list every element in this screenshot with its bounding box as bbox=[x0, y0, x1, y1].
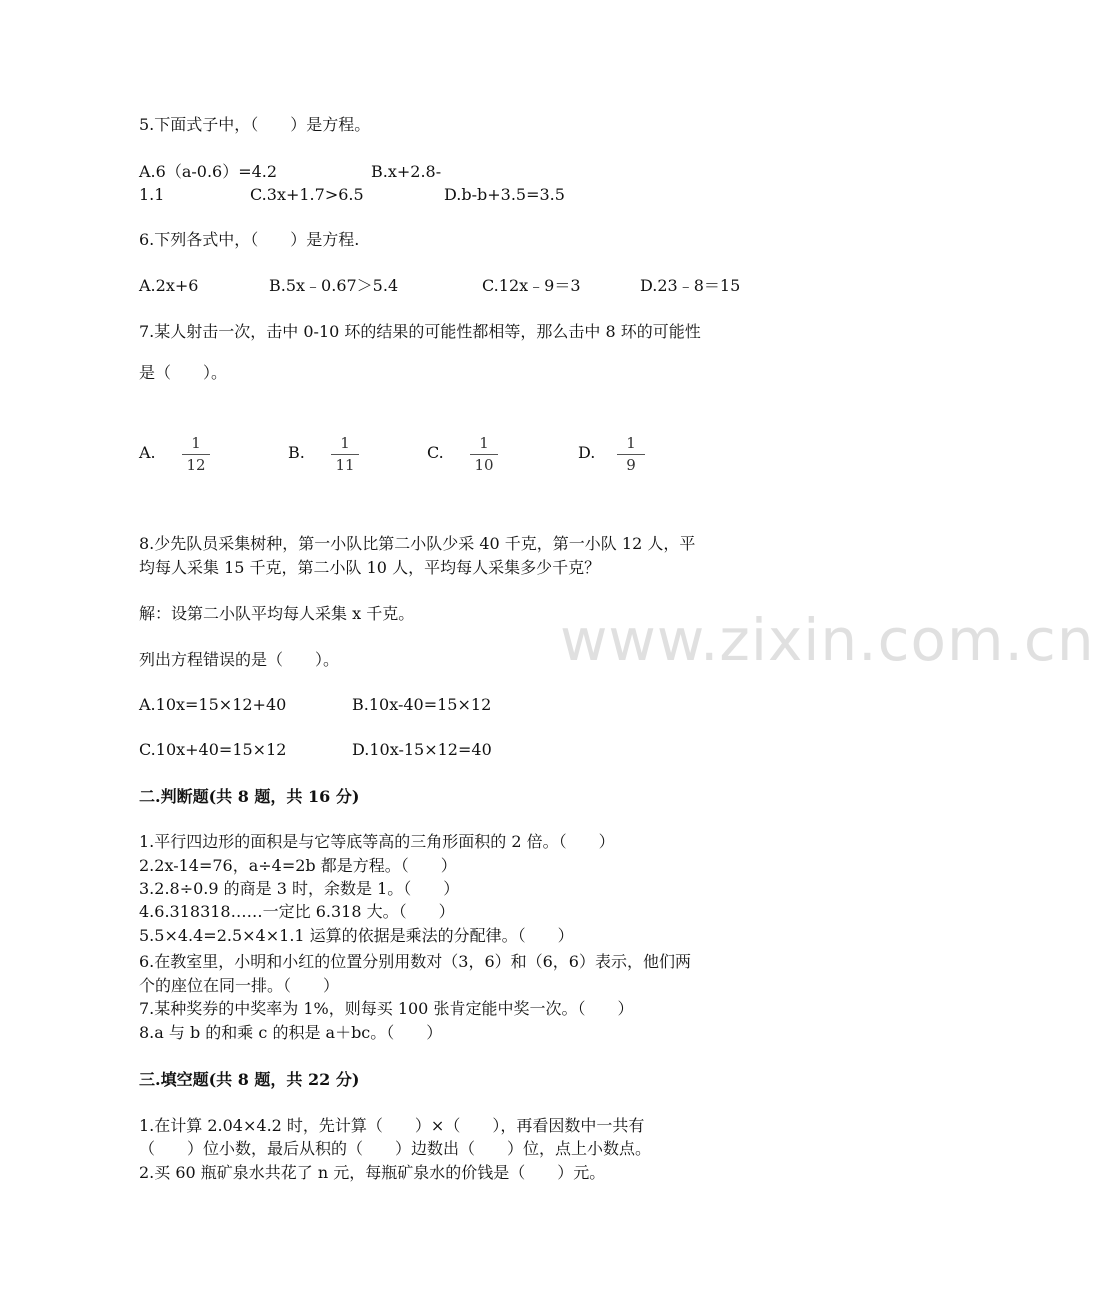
fill-item-1-line-1: 1.在计算 2.04×4.2 时，先计算（ ）×（ ），再看因数中一共有 bbox=[139, 1116, 645, 1135]
question-8-stem-line-1: 8.少先队员采集树种，第一小队比第二小队少采 40 千克，第一小队 12 人，平 bbox=[139, 534, 696, 553]
fraction-bar bbox=[331, 454, 359, 455]
question-8-option-d: D.10x-15×12=40 bbox=[352, 740, 492, 759]
question-5-option-c: C.3x+1.7>6.5 bbox=[250, 185, 364, 204]
fill-item-2: 2.买 60 瓶矿泉水共花了 n 元，每瓶矿泉水的价钱是（ ）元。 bbox=[139, 1163, 606, 1182]
section-2-title: 二.判断题(共 8 题，共 16 分) bbox=[139, 787, 360, 806]
question-7-option-a-fraction bbox=[182, 435, 210, 474]
fraction-numerator: 1 bbox=[191, 434, 201, 452]
question-8-ask: 列出方程错误的是（ ）。 bbox=[139, 650, 340, 669]
question-8-option-a: A.10x=15×12+40 bbox=[139, 695, 287, 714]
judgement-item-2: 2.2x-14=76，a÷4=2b 都是方程。（ ） bbox=[139, 856, 457, 875]
judgement-item-7: 7.某种奖券的中奖率为 1%，则每买 100 张肯定能中奖一次。（ ） bbox=[139, 999, 634, 1018]
fraction-denominator: 12 bbox=[186, 456, 206, 474]
fraction-numerator: 1 bbox=[340, 434, 350, 452]
question-5-option-a: A.6（a-0.6）=4.2 bbox=[139, 162, 278, 181]
fraction-denominator: 11 bbox=[335, 456, 355, 474]
judgement-item-3: 3.2.8÷0.9 的商是 3 时，余数是 1。（ ） bbox=[139, 879, 460, 898]
judgement-item-8: 8.a 与 b 的和乘 c 的积是 a＋bc。（ ） bbox=[139, 1023, 443, 1042]
judgement-item-6-line-1: 6.在教室里，小明和小红的位置分别用数对（3，6）和（6，6）表示，他们两 bbox=[139, 952, 691, 971]
question-7-option-c-fraction bbox=[470, 435, 498, 474]
judgement-item-5: 5.5×4.4=2.5×4×1.1 运算的依据是乘法的分配律。（ ） bbox=[139, 926, 574, 945]
fraction-bar bbox=[470, 454, 498, 455]
question-8-solution: 解：设第二小队平均每人采集 x 千克。 bbox=[139, 604, 415, 623]
section-3-title: 三.填空题(共 8 题，共 22 分) bbox=[139, 1070, 360, 1089]
question-7-option-c-label: C. bbox=[427, 443, 444, 462]
question-7-stem-line-2: 是（ ）。 bbox=[139, 363, 228, 382]
question-6-option-b: B.5x﹣0.67＞5.4 bbox=[269, 276, 399, 295]
fraction-numerator: 1 bbox=[626, 434, 636, 452]
question-7-option-d-fraction bbox=[617, 435, 645, 474]
question-8-option-b: B.10x-40=15×12 bbox=[352, 695, 492, 714]
question-6-option-d: D.23﹣8＝15 bbox=[640, 276, 741, 295]
fraction-bar bbox=[182, 454, 210, 455]
question-5-stem: 5.下面式子中，（ ）是方程。 bbox=[139, 115, 371, 134]
question-5-option-b: B.x+2.8- bbox=[371, 162, 442, 181]
question-7-option-b-label: B. bbox=[288, 443, 305, 462]
fraction-bar bbox=[617, 454, 645, 455]
question-7-option-d-label: D. bbox=[578, 443, 596, 462]
judgement-item-1: 1.平行四边形的面积是与它等底等高的三角形面积的 2 倍。（ ） bbox=[139, 832, 615, 851]
question-7-option-b-fraction bbox=[331, 435, 359, 474]
fraction-numerator: 1 bbox=[479, 434, 489, 452]
judgement-item-4: 4.6.318318……一定比 6.318 大。（ ） bbox=[139, 902, 455, 921]
question-5-option-d: D.b-b+3.5=3.5 bbox=[444, 185, 565, 204]
question-7-stem-line-1: 7.某人射击一次，击中 0-10 环的结果的可能性都相等，那么击中 8 环的可能性 bbox=[139, 322, 701, 341]
judgement-item-6-line-2: 个的座位在同一排。（ ） bbox=[139, 976, 340, 995]
question-6-option-c: C.12x﹣9＝3 bbox=[482, 276, 581, 295]
fraction-denominator: 10 bbox=[474, 456, 494, 474]
question-7-option-a-label: A. bbox=[139, 443, 156, 462]
question-6-stem: 6.下列各式中，（ ）是方程. bbox=[139, 230, 360, 249]
question-6-option-a: A.2x+6 bbox=[139, 276, 199, 295]
fill-item-1-line-2: （ ）位小数，最后从积的（ ）边数出（ ）位，点上小数点。 bbox=[139, 1139, 652, 1158]
watermark: www.zixin.com.cn bbox=[560, 606, 1095, 674]
question-8-stem-line-2: 均每人采集 15 千克，第二小队 10 人，平均每人采集多少千克？ bbox=[139, 558, 601, 577]
question-5-option-b-continued: 1.1 bbox=[139, 185, 165, 204]
question-8-option-c: C.10x+40=15×12 bbox=[139, 740, 287, 759]
fraction-denominator: 9 bbox=[626, 456, 636, 474]
